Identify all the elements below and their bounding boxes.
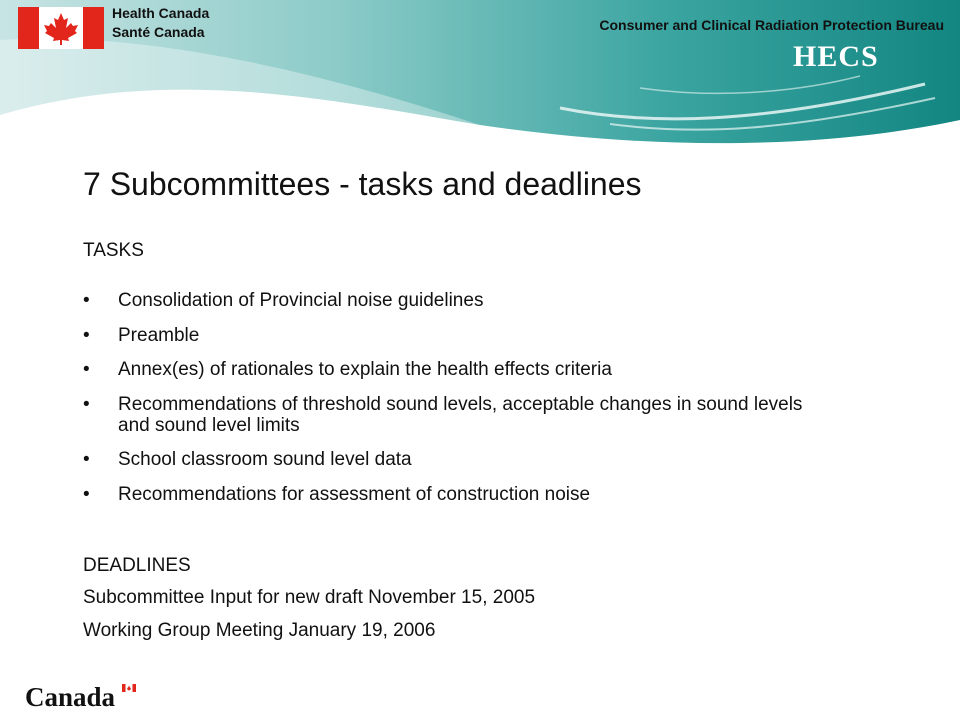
tasks-heading: TASKS — [83, 240, 144, 261]
task-item — [83, 449, 803, 470]
task-text: Recommendations for assessment of construction noise — [118, 483, 591, 505]
department-name-en: Health Canada — [112, 5, 210, 21]
wordmark-flag-icon — [122, 684, 136, 692]
canada-flag-icon — [18, 7, 104, 49]
bullet-icon: • — [83, 290, 90, 311]
task-text: Annex(es) of rationales to explain the health effects criteria — [118, 359, 612, 380]
task-item — [83, 290, 803, 311]
bullet-icon: • — [83, 324, 90, 346]
task-item — [83, 325, 803, 346]
bullet-icon: • — [83, 483, 90, 505]
canada-wordmark: Canada — [25, 682, 116, 712]
bureau-name: Consumer and Clinical Radiation Protection Bureau — [599, 17, 944, 33]
bullet-icon: • — [83, 449, 90, 470]
deadline-item: Subcommittee Input for new draft November 15, 2005 — [83, 587, 536, 608]
task-item — [83, 484, 803, 505]
task-text: Consolidation of Provincial noise guidelines — [118, 290, 484, 311]
task-text: Preamble — [118, 324, 200, 346]
task-item — [83, 359, 803, 380]
hecs-logo: HECS — [793, 40, 879, 73]
task-text: School classroom sound level data — [118, 449, 412, 470]
deadlines-heading: DEADLINES — [83, 555, 191, 576]
slide-title: 7 Subcommittees - tasks and deadlines — [83, 166, 642, 202]
bullet-icon: • — [83, 393, 90, 415]
tasks-list — [83, 290, 803, 518]
department-name — [112, 4, 209, 42]
task-item — [83, 394, 803, 436]
department-name-fr: Santé Canada — [112, 24, 205, 40]
task-text: Recommendations of threshold sound levels, acceptable changes in sound levels and sound level limits — [118, 393, 803, 436]
deadline-item: Working Group Meeting January 19, 2006 — [83, 620, 436, 641]
bullet-icon: • — [83, 359, 90, 380]
